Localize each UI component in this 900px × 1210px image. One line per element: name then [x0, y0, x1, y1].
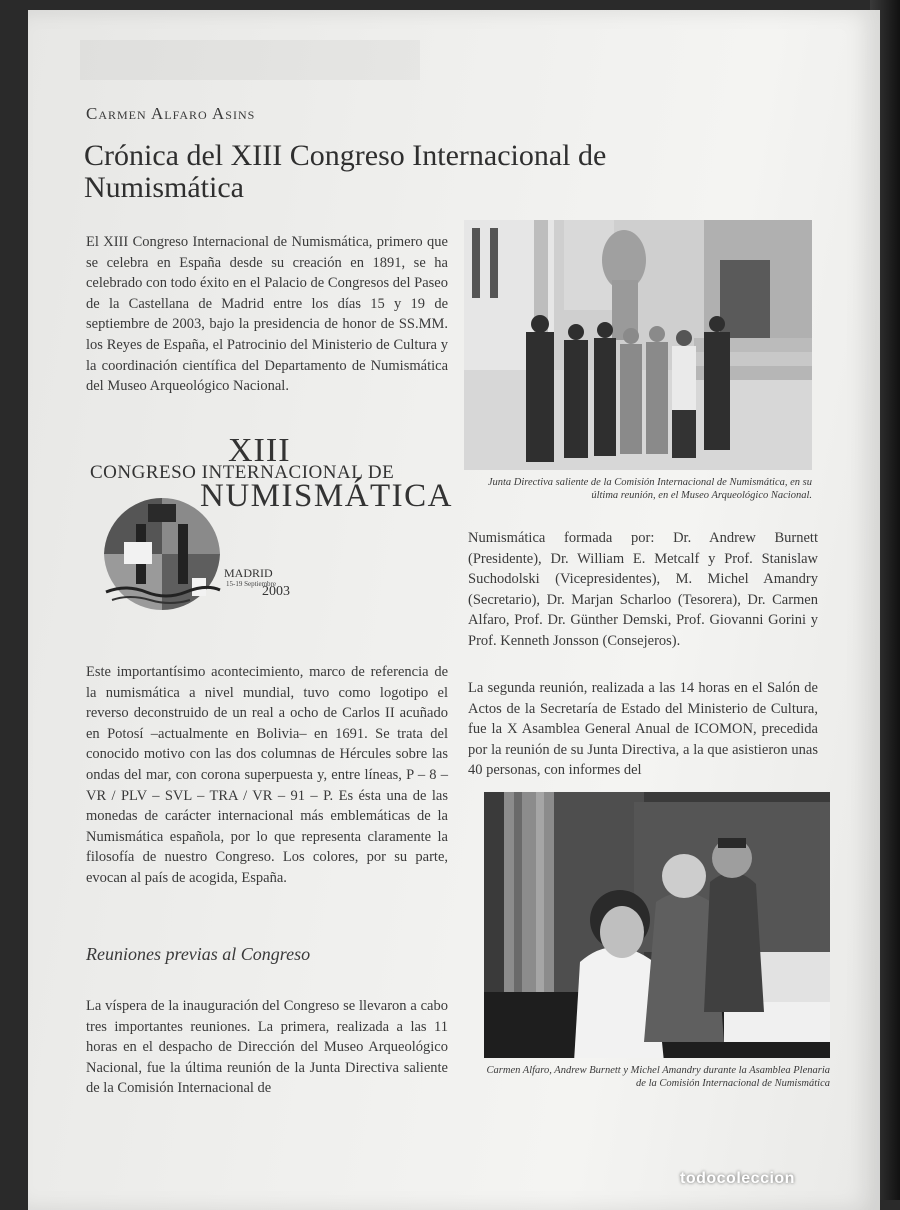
- coin-graphic: [96, 494, 228, 614]
- author-name: Carmen Alfaro Asins: [86, 104, 256, 123]
- section-subheading: Reuniones previas al Congreso: [86, 944, 311, 964]
- logo-number: XIII: [228, 432, 291, 469]
- logo-dates: 15-19 Septiembre: [226, 580, 276, 588]
- article-title: Crónica del XIII Congreso Internacional de Numismática: [84, 139, 607, 204]
- logo-line2: NUMISMÁTICA: [200, 478, 454, 514]
- logo-year: 2003: [262, 584, 290, 599]
- group-photo: [464, 220, 812, 470]
- second-meeting-paragraph: La segunda reunión, realizada a las 14 horas en el Salón de Actos de la Secretaría de Estado del Ministerio de Cultura, fue la X Asamblea General Anual de ICOMON, precedida por la reunión de su Junta Directiva, a la que asistieron unas 40 personas, con informes del: [468, 680, 818, 779]
- photo2-caption: Carmen Alfaro, Andrew Burnett y Michel Amandry durante la Asamblea Plenaria de la Comisión Internacional de Numismática: [486, 1065, 830, 1089]
- board-members-paragraph: Numismática formada por: Dr. Andrew Burnett (Presidente), Dr. William E. Metcalf y Prof. Stanislaw Suchodolski (Vicepresidentes), M. Michel Amandry (Secretario), Dr. Marjan Scharloo (Tesorera), Dr. Carmen Alfaro, Prof. Dr. Günther Demski, Prof. Giovanni Gorini y Prof. Kenneth Jonsson (Consejeros).: [468, 530, 818, 649]
- congress-logo: [86, 432, 454, 622]
- logo-line1: CONGRESO INTERNACIONAL DE: [90, 462, 395, 483]
- group-photo-illustration: [464, 220, 812, 470]
- header-band: [80, 40, 420, 80]
- watermark-logo: todocoleccion: [680, 1170, 795, 1187]
- photo1-caption: Junta Directiva saliente de la Comisión Internacional de Numismática, en su última reunión, en el Museo Arqueológico Nacional.: [487, 477, 812, 501]
- panel-photo-illustration: [484, 792, 830, 1058]
- intro-paragraph: El XIII Congreso Internacional de Numismática, primero que se celebra en España desde su creación en 1891, se ha celebrado con todo éxito en el Palacio de Congresos del Paseo de la Castellana de Madrid entre los días 15 y 19 de septiembre de 2003, bajo la presidencia de honor de SS.MM. los Reyes de España, el Patrocinio del Ministerio de Cultura y la coordinación científica del Departamento de Numismática del Museo Arqueológico Nacional.: [86, 234, 448, 395]
- logo-description-paragraph: Este importantísimo acontecimiento, marco de referencia de la numismática a nivel mundial, tuvo como logotipo el reverso deconstruido de un real a ocho de Carlos II acuñado en Potosí –actualmente en Bolivia– en 1691. Se trata del conocido motivo con las dos columnas de Hércules sobre las ondas del mar, con corona superpuesta y, entre líneas, P – 8 – VR / PLV – SVL – TRA / VR – 91 – P. Es ésta una de las monedas de carácter internacional más emblemáticas de la Numismática española, por lo que representa claramente la filosofía de nuestro Congreso. Los colores, por su parte, evocan al país de acogida, España.: [86, 664, 448, 886]
- panel-photo: [484, 792, 830, 1058]
- meetings-paragraph: La víspera de la inauguración del Congreso se llevaron a cabo tres importantes reuniones. La primera, realizada a las 11 horas en el despacho de Dirección del Museo Arqueológico Nacional, fue la última reunión de la Junta Directiva saliente de la Comisión Internacional de: [86, 998, 448, 1097]
- logo-city: MADRID: [224, 566, 273, 580]
